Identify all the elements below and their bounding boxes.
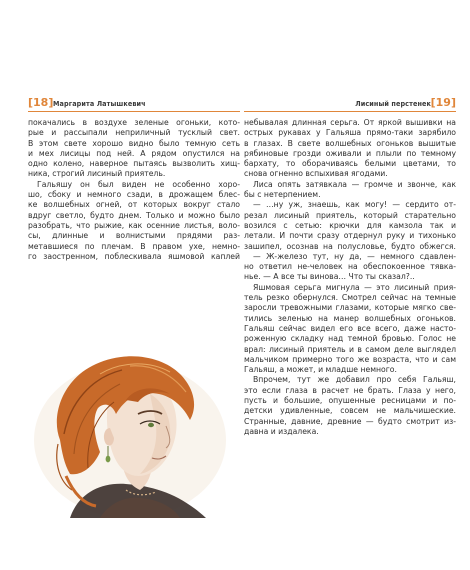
- text-line: но ответил не-человек на обеспокоенное тявка-: [244, 262, 456, 272]
- text-line: метавшиеся по плечам. В правом ухе, немно-: [28, 241, 240, 251]
- text-line: пусть и большие, опушенные ресницами и по-: [244, 396, 456, 406]
- portrait-illustration: [30, 344, 228, 518]
- text-line: — …ну уж, знаешь, как могу! — сердито от-: [253, 200, 456, 210]
- text-line: покачались в воздухе зеленые огоньки, кото-: [28, 118, 240, 127]
- text-line: рые и рассыпали неприличный тусклый свет.: [28, 128, 240, 138]
- text-line: снова огненно вспыхивая ягодами.: [244, 169, 388, 179]
- text-line: рябиновые грозди оживали и плыли по темному: [244, 148, 456, 158]
- text-line: зашипел, осознав на полусловье, будто обжегся.: [244, 241, 456, 251]
- text-line: возился с сетью: крючки для камзола так и: [244, 220, 456, 230]
- text-line: Странные, давние, древние — будто смотрит из-: [244, 416, 456, 426]
- left-page-text: [28, 118, 240, 262]
- text-line: врал: лисиный приятель и в самом деле выглядел: [244, 344, 456, 354]
- left-page: [28, 96, 240, 516]
- text-line: го заостренном, поблескивала яшмовой каплей: [28, 251, 240, 261]
- text-line: тились зеленью на манер волшебных огоньков.: [244, 313, 456, 323]
- text-line: в глазах. В свете волшебных огоньков вышитые: [244, 138, 456, 148]
- text-line: и мех лисицы под ней. А рядом опустился на: [28, 148, 240, 158]
- text-line: острых рукавах у Гальяша прямо-таки зарябило: [244, 128, 456, 138]
- text-line: сы, длинные и волнистыми прядями раз-: [28, 231, 240, 241]
- right-page-header: [244, 96, 456, 112]
- text-line: Впрочем, тут же добавил про себя Гальяш,: [253, 375, 456, 385]
- text-line: бархату, то оборачиваясь белыми цветами, то: [244, 159, 456, 169]
- text-line: это если глаза в расчет не брать. Глаза у него,: [244, 385, 456, 395]
- text-line: мальчиком примерно того же возраста, что и сам: [244, 354, 456, 364]
- text-line: разобрать, что рыжие, как осенние листья, воло-: [28, 220, 240, 230]
- text-line: Гальяш сейчас видел его все всего, даже насто-: [244, 323, 456, 333]
- text-line: — Ж-железо тут, ну да, — немного сдавлен-: [253, 251, 456, 261]
- text-line: ника, строгий лисиный приятель.: [28, 169, 166, 179]
- text-line: ке волшебных огней, от которых вокруг стало: [28, 200, 240, 210]
- text-line: Яшмовая серьга мигнула — это лисиный прия-: [253, 282, 456, 292]
- text-line: В этом свете хорошо видно было темную сеть: [28, 138, 240, 148]
- text-line: бы с нетерпением.: [244, 190, 321, 200]
- page-number-left: [18]: [28, 96, 54, 109]
- text-line: вдруг светло, будто днем. Только и можно было: [28, 210, 240, 220]
- text-line: небывалая длинная серьга. От яркой вышивки на: [244, 118, 456, 127]
- right-page-text: [244, 118, 456, 437]
- page-number-right: [19]: [430, 96, 456, 109]
- text-line: летали. И почти сразу отдернул руку и тихонько: [244, 231, 456, 241]
- text-line: шо, сбоку и немного сзади, в дрожащем блес-: [28, 190, 240, 200]
- text-line: тель резко обернулся. Смотрел сейчас на темные: [244, 293, 456, 303]
- running-title-author: Маргарита Латышкевич: [53, 99, 146, 108]
- text-line: резал лисиный приятель, который старательно: [244, 210, 456, 220]
- text-line: одно колено, наверное пытаясь вызволить хищ-: [28, 159, 240, 169]
- text-line: нье. — А все ты винова… Что ты сказал?..: [244, 272, 415, 282]
- left-page-header: [28, 96, 240, 112]
- text-line: Лиса опять затявкала — громче и звонче, как: [253, 179, 456, 189]
- text-line: роженную складку над темной бровью. Голос не: [244, 334, 456, 344]
- text-line: Гальяшу он был виден не особенно хоро-: [37, 179, 240, 189]
- text-line: заросли тревожными глазами, которые мягко све-: [244, 303, 456, 313]
- text-line: детски удивленные, совсем не мальчишеские.: [244, 406, 456, 416]
- right-page: [244, 96, 456, 516]
- text-line: Гальяш, а может, и младше немного.: [244, 365, 397, 375]
- text-line: давна и издалека.: [244, 426, 319, 436]
- running-title-book: Лисиный перстенек: [355, 99, 431, 108]
